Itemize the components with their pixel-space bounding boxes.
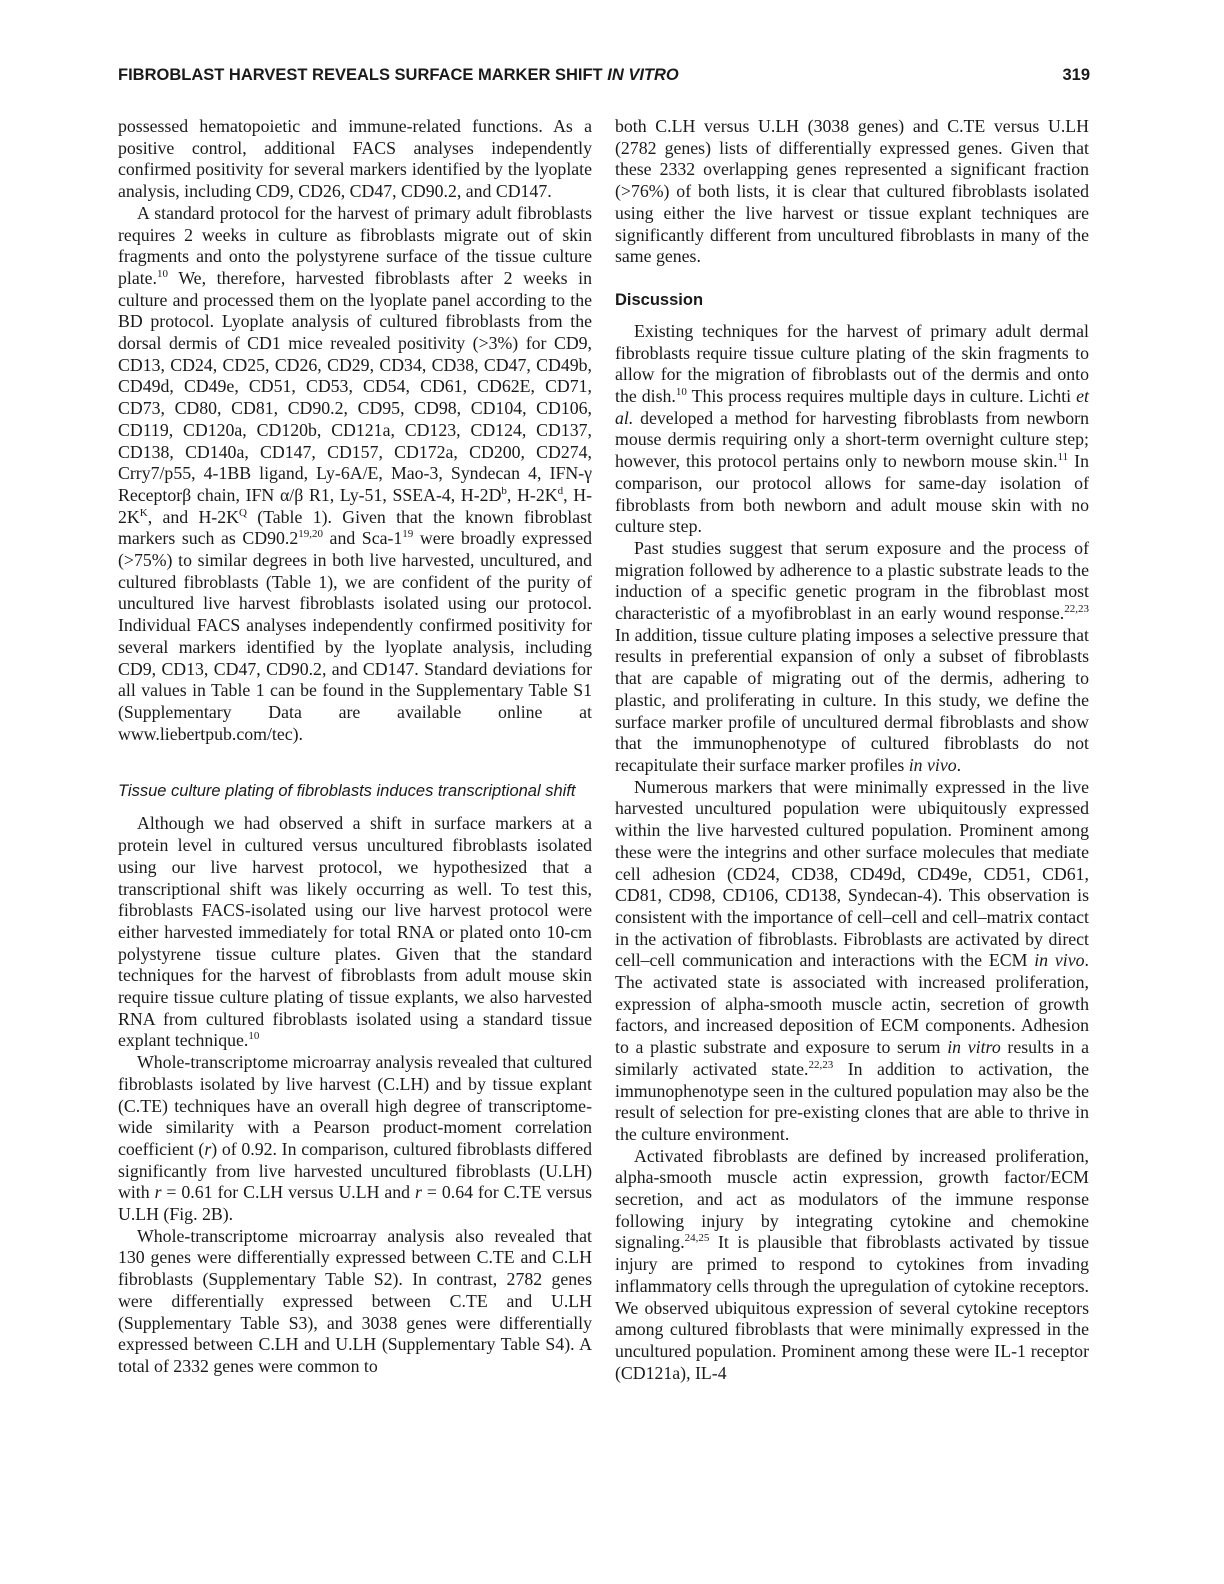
paragraph: Whole-transcriptome microarray analysis also revealed that 130 genes were differentially expressed between C.TE and C.LH fibroblasts (Supplementary Table S2). In contrast, 2782 genes were differentially expressed between C.TE and U.LH (Supplementary Table S3), and 3038 genes were differentially expressed between C.LH and U.LH (Supplementary Table S4). A total of 2332 genes were common to (118, 1225, 592, 1376)
paragraph: possessed hematopoietic and immune-related functions. As a positive control, additional FACS analyses independently confirmed positivity for several markers identified by the lyoplate analysis, including CD9, CD26, CD47, CD90.2, and CD147. (118, 116, 592, 202)
paragraph: Numerous markers that were minimally expressed in the live harvested uncultured population were ubiquitously expressed within the live harvested cultured population. Prominent among these were the integrins and other surface molecules that mediate cell adhesion (CD24, CD38, CD49d, CD49e, CD51, CD61, CD81, CD98, CD106, CD138, Syndecan-4). This observation is consistent with the importance of cell–cell and cell–matrix contact in the activation of fibroblasts. Fibroblasts are activated by direct cell–cell communication and interactions with the ECM in vivo. The activated state is associated with increased proliferation, expression of alpha-smooth muscle actin, secretion of growth factors, and increased deposition of ECM components. Adhesion to a plastic substrate and exposure to serum in vitro results in a similarly activated state.$^{22,23}$ In addition to activation, the immunophenotype seen in the cultured population may also be the result of selection for pre-existing clones that are able to thrive in the culture environment. (615, 776, 1090, 1144)
paragraph: A standard protocol for the harvest of primary adult fibroblasts requires 2 weeks in culture as fibroblasts migrate out of skin fragments and onto the polystyrene surface of the tissue culture plate.$^{10}$ We, therefore, harvested fibroblasts after 2 weeks in culture and processed them on the lyoplate panel according to the BD protocol. Lyoplate analysis of cultured fibroblasts from the dorsal dermis of CD1 mice revealed positivity (>3%) for CD9, CD13, CD24, CD25, CD26, CD29, CD34, CD38, CD47, CD49b, CD49d, CD49e, CD51, CD53, CD54, CD61, CD62E, CD71, CD73, CD80, CD81, CD90.2, CD95, CD98, CD104, CD106, CD119, CD120a, CD120b, CD121a, CD123, CD124, CD137, CD138, CD140a, CD147, CD157, CD172a, CD200, CD274, Crry7/p55, 4-1BB ligand, Ly-6A/E, Mao-3, Syndecan 4, IFN-γ Receptorβ chain, IFN α/β R1, Ly-51, SSEA-4, $H-2D^b$, $H-2K^d$, $H-2K^K$, and $H-2K^Q$ (Table 1). Given that the known fibroblast markers such as CD90.2$^{19,20}$ and Sca-$1^{19}$ were broadly expressed (>75%) to similar degrees in both live harvested, uncultured, and cultured fibroblasts (Table 1), we are confident of the purity of uncultured live harvest fibroblasts isolated using our protocol. Individual FACS analyses independently confirmed positivity for several markers identified by the lyoplate analysis, including CD9, CD13, CD47, CD90.2, and CD147. Standard deviations for all values in Table 1 can be found in the Supplementary Table S1 (Supplementary Data are available online at www.liebertpub.com/tec). (118, 202, 592, 744)
running-header (118, 66, 1090, 90)
paragraph: both C.LH versus U.LH (3038 genes) and C.TE versus U.LH (2782 genes) lists of differentially expressed genes. Given that these 2332 overlapping genes represented a significant fraction (>76%) of both lists, it is clear that cultured fibroblasts isolated using either the live harvest or tissue explant techniques are significantly different from uncultured fibroblasts in many of the same genes. (615, 116, 1089, 267)
subsection-heading: Tissue culture plating of fibroblasts induces transcriptional shift (118, 782, 576, 801)
citation: 19,20 (298, 528, 323, 541)
right-column (615, 116, 1089, 1384)
section-heading: Discussion (615, 290, 704, 309)
citation: 19 (402, 528, 414, 541)
citation: 22,23 (808, 1058, 834, 1071)
paragraph: Whole-transcriptome microarray analysis revealed that cultured fibroblasts isolated by live harvest (C.LH) and by tissue explant (C.TE) techniques have an overall high degree of transcriptome-wide similarity with a Pearson product-moment correlation coefficient (r) of 0.92. In comparison, cultured fibroblasts differed significantly from live harvested uncultured fibroblasts (U.LH) with r = 0.61 for C.LH versus U.LH and r = 0.64 for C.TE versus U.LH (Fig. 2B). (118, 1052, 592, 1225)
citation: 10 (675, 386, 687, 399)
citation: 24,25 (684, 1232, 710, 1245)
paragraph: Activated fibroblasts are defined by increased proliferation, alpha-smooth muscle actin expression, growth factor/ECM secretion, and act as modulators of the immune response following injury by integrating cytokine and chemokine signaling.$^{24,25}$ It is plausible that fibroblasts activated by tissue injury are primed to respond to cytokines from invading inflammatory cells through the upregulation of cytokine receptors. We observed ubiquitous expression of several cytokine receptors among cultured fibroblasts that were minimally expressed in the uncultured population. Prominent among these were IL-1 receptor (CD121a), IL-4 (615, 1145, 1089, 1383)
citation: 10 (248, 1030, 260, 1043)
running-title-italic: IN VITRO (607, 66, 679, 84)
running-title: FIBROBLAST HARVEST REVEALS SURFACE MARKER SHIFT (118, 66, 603, 84)
citation: 22,23 (1064, 603, 1089, 616)
paragraph: Although we had observed a shift in surface markers at a protein level in cultured versus uncultured fibroblasts isolated using our live harvest protocol, we hypothesized that a transcriptional shift was likely occurring as well. To test this, fibroblasts FACS-isolated using our live harvest protocol were either harvested immediately for total RNA or plated onto 10-cm polystyrene tissue culture plates. Given that the standard techniques for the harvest of fibroblasts from adult mouse skin require tissue culture plating of tissue explants, we also harvested RNA from cultured fibroblasts isolated using a standard tissue explant technique.$^{10}$ (118, 813, 592, 1051)
left-column (118, 116, 592, 1378)
citation: 10 (157, 268, 169, 280)
citation: 11 (1057, 451, 1069, 464)
paragraph: Past studies suggest that serum exposure and the process of migration followed by adherence to a plastic substrate leads to the induction of a specific genetic program in the fibroblast most characteristic of a myofibroblast in an early wound response.$^{22,23}$ In addition, tissue culture plating imposes a selective pressure that results in preferential expansion of only a subset of fibroblasts that are capable of migrating out of the dermis, adhering to plastic, and proliferating in culture. In this study, we define the surface marker profile of uncultured dermal fibroblasts and show that the immunophenotype of cultured fibroblasts do not recapitulate their surface marker profiles in vivo. (615, 537, 1089, 775)
page-number: 319 (1062, 66, 1090, 84)
paragraph: Existing techniques for the harvest of primary adult dermal fibroblasts require tissue culture plating of the skin fragments to allow for the migration of fibroblasts out of the dermis and onto the dish.$^{10}$ This process requires multiple days in culture. Lichti et al. developed a method for harvesting fibroblasts from newborn mouse dermis requiring only a short-term overnight culture step; however, this protocol pertains only to newborn mouse skin.$^{11}$ In comparison, our protocol allows for same-day isolation of fibroblasts from both newborn and adult mouse skin with no culture step. (615, 320, 1089, 537)
